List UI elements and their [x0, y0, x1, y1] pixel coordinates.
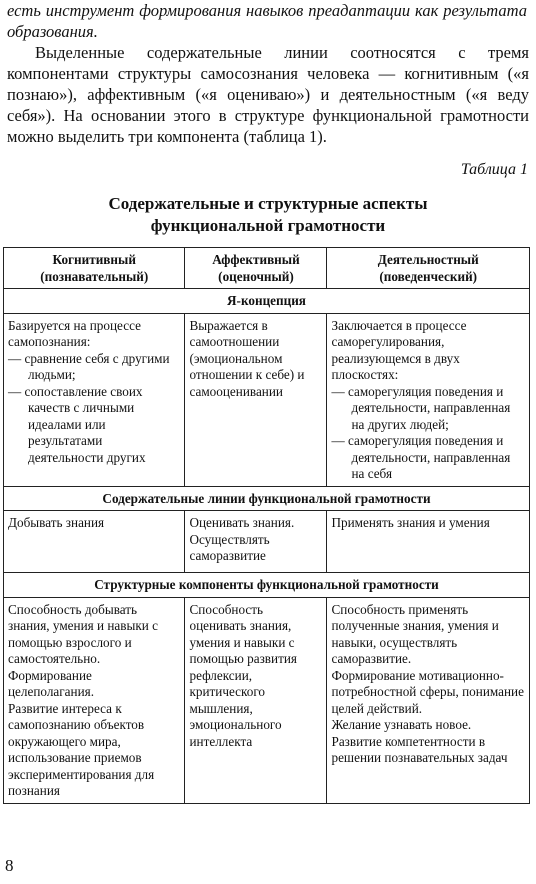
cell-text: Развитие компетентности в решении познавательных задач	[331, 733, 508, 765]
header-affective-title: Аффективный	[212, 252, 300, 267]
table-title-line1: Содержательные и структурные аспекты	[108, 194, 428, 213]
intro-italic-text: есть инструмент формирования навыков преадаптации как результата образования.	[7, 1, 527, 41]
cell-text: Развитие интереса к самопознанию объектов окружающего мира, использование приемов экспериментирования для познания	[8, 700, 155, 798]
section-title: Содержательные линии функциональной грамотности	[4, 486, 530, 511]
cell-text: Формирование целеполагания.	[8, 667, 94, 699]
header-behavioral	[327, 248, 530, 289]
cell-text: Способность оценивать знания, умения и навыки с помощью развития рефлексии, критического мышления, эмоционального интеллекта	[189, 601, 297, 749]
cell-text: Базируется на процессе самопознания:	[8, 317, 141, 349]
table-cell	[4, 597, 185, 803]
table-cell	[327, 511, 530, 573]
cell-text: Формирование мотивационно-потребностной сферы, понимание целей действий.	[331, 667, 524, 716]
cell-text: — саморегуляция поведения и деятельности, направленная на себя	[331, 433, 511, 481]
table-cell	[185, 313, 327, 486]
cell-text: Оценивать знания.	[189, 515, 295, 530]
page-number: 8	[5, 856, 14, 875]
table-title	[0, 193, 536, 237]
table-cell	[4, 313, 185, 486]
header-behavioral-subtitle: (поведенческий)	[379, 268, 478, 284]
cell-text: — сопоставление своих качеств с личными идеалами или результатами деятельности других	[8, 383, 146, 465]
cell-text: — сравнение себя с другими людьми;	[8, 350, 170, 382]
intro-paragraph: Выделенные содержательные линии соотносятся с тремя компонентами структуры самосознания человека — когнитивным («я познаю»), аффективным («я оцениваю») и деятельностным («я веду себя»). На основании этого в структуре функциональной грамотности можно выделить три компонента (таблица 1).	[7, 43, 529, 146]
cell-text: Способность добывать знания, умения и навыки с помощью взрослого и самостоятельно.	[8, 601, 158, 666]
table-row	[4, 511, 530, 573]
header-cognitive	[4, 248, 185, 289]
table-cell	[4, 511, 185, 573]
cell-text: Осуществлять саморазвитие	[189, 531, 270, 563]
header-behavioral-title: Деятельностный	[377, 252, 479, 267]
header-cognitive-subtitle: (познавательный)	[40, 268, 149, 284]
table-row	[4, 597, 530, 803]
table-title-line2: функциональной грамотности	[150, 216, 386, 235]
table-header-row	[4, 248, 530, 289]
cell-text: Применять знания и умения	[331, 515, 490, 530]
section-row-structural-components	[4, 573, 530, 598]
cell-text: Способность применять полученные знания, умения и навыки, осуществлять саморазвитие.	[331, 601, 499, 666]
table-cell	[185, 597, 327, 803]
header-cognitive-title: Когнитивный	[52, 252, 136, 267]
table-cell	[327, 597, 530, 803]
section-title: Я-концепция	[4, 289, 530, 314]
cell-text: Добывать знания	[8, 515, 105, 530]
cell-text: Выражается в самоотношении (эмоциональном отношении к себе) и самооценивании	[189, 317, 305, 399]
cell-text: Заключается в процессе саморегулирования, реализующемся в двух плоскостях:	[331, 317, 467, 382]
section-row-content-lines	[4, 486, 530, 511]
aspects-table	[3, 247, 530, 804]
header-affective	[185, 248, 327, 289]
table-label: Таблица 1	[460, 161, 528, 178]
section-row-self-concept	[4, 289, 530, 314]
header-affective-subtitle: (оценочный)	[218, 268, 294, 284]
table-cell	[185, 511, 327, 573]
cell-text: — саморегуляция поведения и деятельности, направленная на других людей;	[331, 383, 511, 432]
table-row	[4, 313, 530, 486]
table-cell	[327, 313, 530, 486]
section-title: Структурные компоненты функциональной грамотности	[4, 573, 530, 598]
cell-text: Желание узнавать новое.	[331, 717, 472, 732]
